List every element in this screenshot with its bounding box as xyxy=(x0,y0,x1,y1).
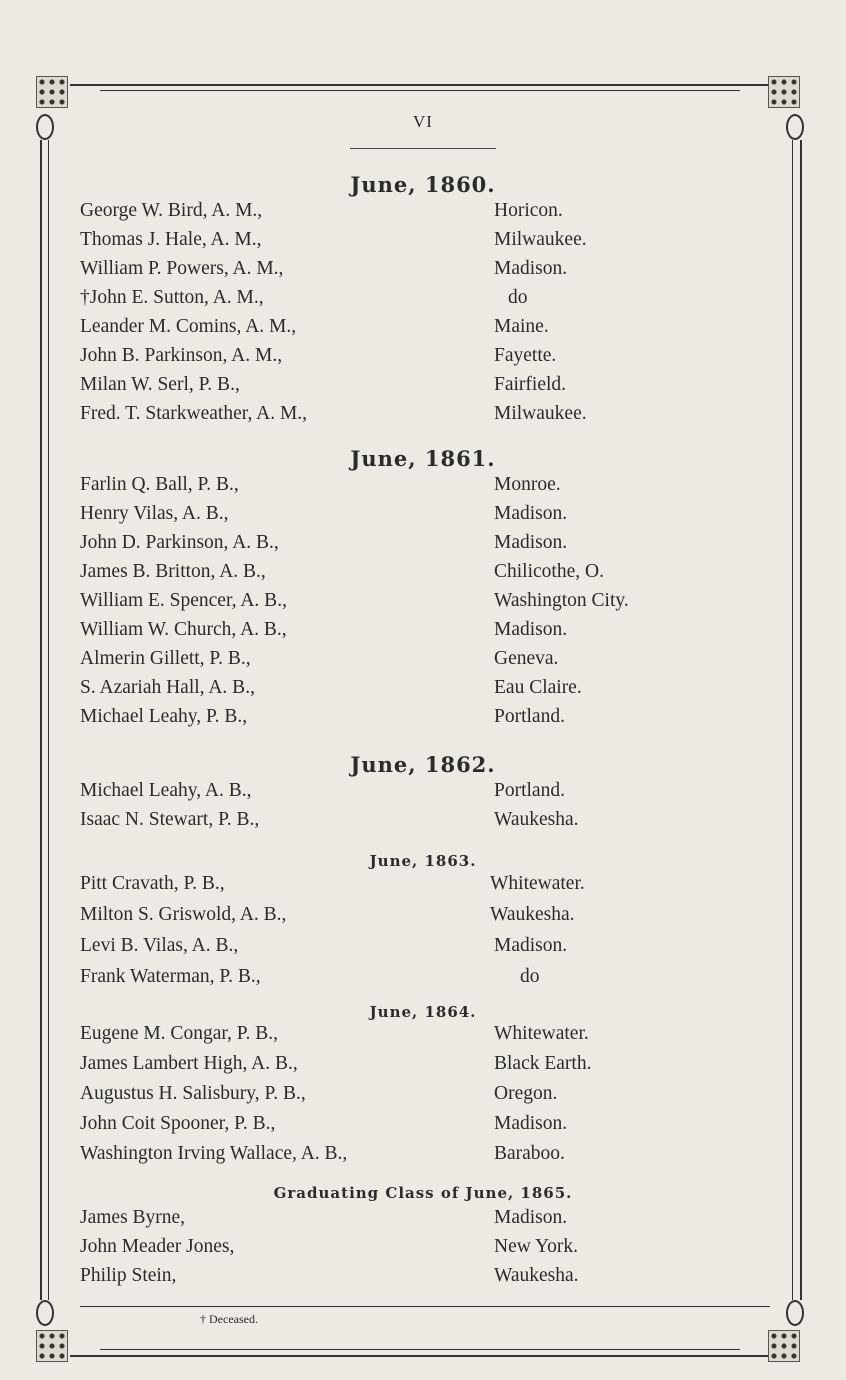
graduate-residence: Madison. xyxy=(494,619,568,640)
footnote: † Deceased. xyxy=(200,1312,258,1326)
graduate-name: Michael Leahy, P. B., xyxy=(80,706,248,727)
list-item xyxy=(0,904,846,932)
list-item xyxy=(0,966,846,994)
graduate-name: Isaac N. Stewart, P. B., xyxy=(80,809,260,830)
list-item xyxy=(0,532,846,560)
graduate-residence: Geneva. xyxy=(494,648,559,669)
corner-ornament-top-right xyxy=(768,76,800,108)
list-item xyxy=(0,1023,846,1051)
list-item xyxy=(0,1113,846,1141)
graduate-residence: Madison. xyxy=(494,935,568,956)
list-item xyxy=(0,503,846,531)
list-item xyxy=(0,619,846,647)
graduate-name: Levi B. Vilas, A. B., xyxy=(80,935,239,956)
list-item xyxy=(0,403,846,431)
graduate-residence: Black Earth. xyxy=(494,1053,592,1074)
graduate-residence: Madison. xyxy=(494,503,568,524)
footnote-rule xyxy=(80,1306,770,1307)
graduate-residence: Waukesha. xyxy=(494,809,579,830)
section-heading: June, 1864. xyxy=(369,1003,477,1021)
list-item xyxy=(0,1265,846,1293)
graduate-residence: Chilicothe, O. xyxy=(494,561,604,582)
section-heading: June, 1860. xyxy=(350,172,496,197)
graduate-residence: Madison. xyxy=(494,1113,568,1134)
graduate-name: Henry Vilas, A. B., xyxy=(80,503,229,524)
top-border-rule-inner xyxy=(100,90,740,91)
graduate-name: Philip Stein, xyxy=(80,1265,177,1286)
list-item xyxy=(0,677,846,705)
list-item xyxy=(0,1053,846,1081)
bottom-border-rule-inner xyxy=(100,1349,740,1350)
list-item xyxy=(0,561,846,589)
graduate-residence: Waukesha. xyxy=(494,1265,579,1286)
graduate-name: John Coit Spooner, P. B., xyxy=(80,1113,276,1134)
graduate-residence: Madison. xyxy=(494,258,568,279)
graduate-name: Milan W. Serl, P. B., xyxy=(80,374,240,395)
graduate-name: John B. Parkinson, A. M., xyxy=(80,345,283,366)
scroll-ornament-right-bottom xyxy=(786,1300,804,1326)
graduate-residence: Washington City. xyxy=(494,590,629,611)
list-item xyxy=(0,873,846,901)
graduate-name: Augustus H. Salisbury, P. B., xyxy=(80,1083,306,1104)
graduate-name: Almerin Gillett, P. B., xyxy=(80,648,251,669)
graduate-residence: Maine. xyxy=(494,316,549,337)
graduate-residence: Oregon. xyxy=(494,1083,558,1104)
graduate-residence: Horicon. xyxy=(494,200,563,221)
list-item xyxy=(0,345,846,373)
graduate-name: James B. Britton, A. B., xyxy=(80,561,266,582)
list-item xyxy=(0,1083,846,1111)
corner-ornament-bottom-left xyxy=(36,1330,68,1362)
corner-ornament-bottom-right xyxy=(768,1330,800,1362)
graduate-name: Fred. T. Starkweather, A. M., xyxy=(80,403,308,424)
graduate-residence: Portland. xyxy=(494,780,565,801)
section-heading: June, 1863. xyxy=(369,852,477,870)
graduate-name: William E. Spencer, A. B., xyxy=(80,590,287,611)
graduate-residence: Portland. xyxy=(494,706,565,727)
section-heading: Graduating Class of June, 1865. xyxy=(273,1184,573,1202)
graduate-residence: Waukesha. xyxy=(490,904,575,925)
graduate-residence: do xyxy=(520,966,540,987)
list-item xyxy=(0,316,846,344)
graduate-name: Farlin Q. Ball, P. B., xyxy=(80,474,239,495)
page-number: VI xyxy=(413,112,433,131)
list-item xyxy=(0,590,846,618)
graduate-name: John D. Parkinson, A. B., xyxy=(80,532,279,553)
list-item xyxy=(0,1236,846,1264)
list-item xyxy=(0,1207,846,1235)
graduate-name: William W. Church, A. B., xyxy=(80,619,287,640)
graduate-residence: Madison. xyxy=(494,1207,568,1228)
section-heading: June, 1861. xyxy=(350,446,496,471)
graduate-name: George W. Bird, A. M., xyxy=(80,200,263,221)
graduate-name: †John E. Sutton, A. M., xyxy=(80,287,264,308)
graduate-name: S. Azariah Hall, A. B., xyxy=(80,677,255,698)
list-item xyxy=(0,935,846,963)
list-item xyxy=(0,200,846,228)
section-heading: June, 1862. xyxy=(350,752,496,777)
list-item xyxy=(0,474,846,502)
graduate-name: Michael Leahy, A. B., xyxy=(80,780,252,801)
list-item xyxy=(0,780,846,808)
graduate-residence: Whitewater. xyxy=(494,1023,589,1044)
graduate-residence: Milwaukee. xyxy=(494,229,587,250)
graduate-name: Thomas J. Hale, A. M., xyxy=(80,229,262,250)
graduate-residence: Fairfield. xyxy=(494,374,567,395)
scroll-ornament-left-bottom xyxy=(36,1300,54,1326)
graduate-residence: Madison. xyxy=(494,532,568,553)
list-item xyxy=(0,374,846,402)
graduate-residence: New York. xyxy=(494,1236,578,1257)
graduate-residence: Fayette. xyxy=(494,345,557,366)
graduate-residence: Baraboo. xyxy=(494,1143,565,1164)
graduate-name: Leander M. Comins, A. M., xyxy=(80,316,297,337)
graduate-name: James Byrne, xyxy=(80,1207,186,1228)
graduate-name: Frank Waterman, P. B., xyxy=(80,966,261,987)
bottom-border-rule xyxy=(70,1355,770,1357)
list-item xyxy=(0,706,846,734)
graduate-name: Milton S. Griswold, A. B., xyxy=(80,904,287,925)
graduate-name: William P. Powers, A. M., xyxy=(80,258,284,279)
corner-ornament-top-left xyxy=(36,76,68,108)
graduate-residence: Monroe. xyxy=(494,474,561,495)
graduate-residence: Whitewater. xyxy=(490,873,585,894)
graduate-name: James Lambert High, A. B., xyxy=(80,1053,298,1074)
list-item xyxy=(0,229,846,257)
graduate-residence: Milwaukee. xyxy=(494,403,587,424)
header-rule xyxy=(350,148,496,149)
graduate-residence: do xyxy=(508,287,528,308)
graduate-name: Pitt Cravath, P. B., xyxy=(80,873,225,894)
list-item xyxy=(0,648,846,676)
graduate-residence: Eau Claire. xyxy=(494,677,582,698)
list-item xyxy=(0,809,846,837)
list-item xyxy=(0,287,846,315)
list-item xyxy=(0,1143,846,1171)
list-item xyxy=(0,258,846,286)
graduate-name: John Meader Jones, xyxy=(80,1236,235,1257)
graduate-name: Washington Irving Wallace, A. B., xyxy=(80,1143,348,1164)
graduate-name: Eugene M. Congar, P. B., xyxy=(80,1023,278,1044)
top-border-rule xyxy=(70,84,770,86)
